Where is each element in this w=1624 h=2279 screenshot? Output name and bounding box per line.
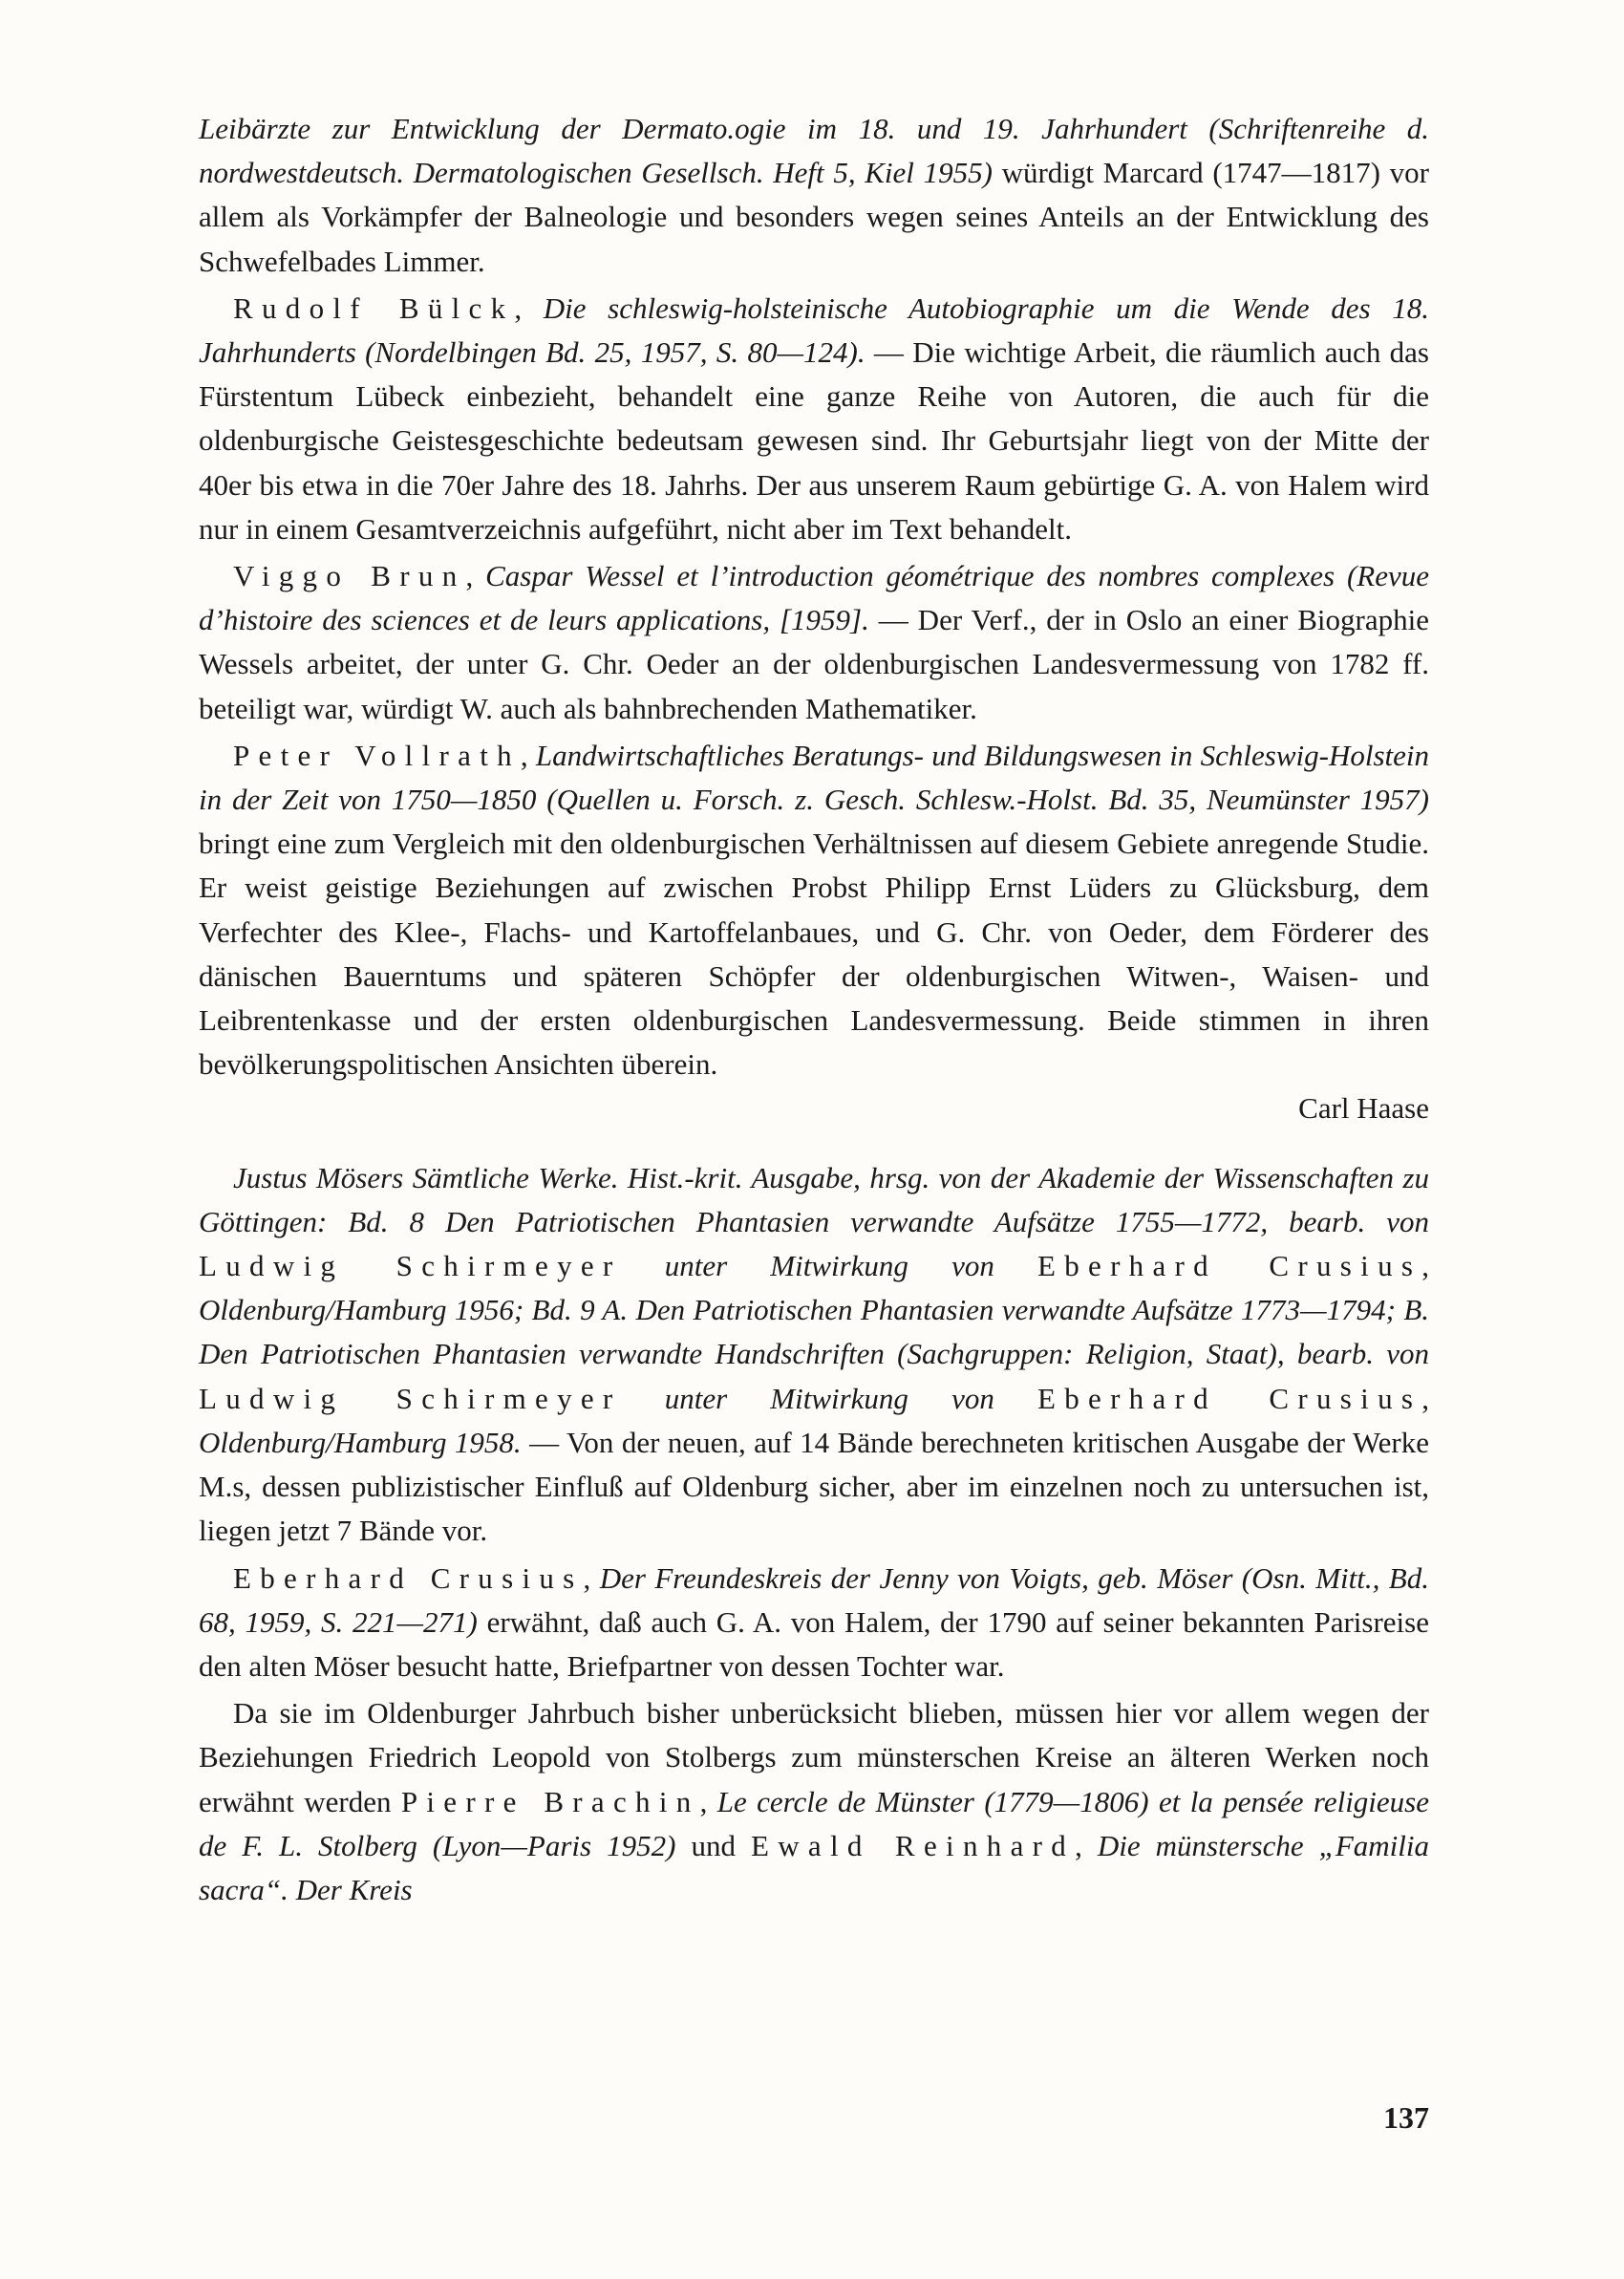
author-name: Ludwig Schirmeyer <box>199 1249 622 1283</box>
body-run <box>622 1249 665 1282</box>
body-run: , <box>699 1784 717 1818</box>
body-run: , <box>583 1560 600 1595</box>
italic-citation: unter Mitwirkung von <box>664 1381 994 1415</box>
italic-citation: Leibärzte zur Entwicklung der Dermato.ogie im 18. und 19. Jahrhundert (Schriftenreihe d. nordwestdeutsch. Dermatologischen Gesellsch. Heft 5, Kiel 1955) <box>199 112 1429 190</box>
body-run: erwähnt, daß auch G. A. von Halem, der 1790 auf seiner bekannten Parisreise den alten Möser besucht hatte, Briefpartner von dessen Tochter war. <box>199 1604 1429 1683</box>
body-run: Da sie im Oldenburger Jahrbuch bisher unberücksicht blieben, müssen hier vor allem wegen der Beziehungen Friedrich Leopold von Stolbergs zum münsterschen Kreise an älteren Werken noch erwähnt werden <box>199 1696 1429 1818</box>
body-run: , <box>1421 1381 1429 1415</box>
body-text <box>199 107 1429 1912</box>
author-signature: Carl Haase <box>1298 1091 1429 1126</box>
paragraph-brun <box>199 554 1429 731</box>
author-name: Eberhard Crusius <box>1036 1249 1422 1283</box>
author-name: Ewald Reinhard <box>751 1828 1076 1862</box>
italic-citation: Oldenburg/Hamburg 1956; Bd. 9 A. Den Patriotischen Phantasien verwandte Aufsätze 1773—1794; B. Den Patriotischen Phantasien verwandte Handschriften (Sachgruppen: Religion, Staat), bearb. von <box>199 1293 1429 1371</box>
body-run: — Von der neuen, auf 14 Bände berechneten kritischen Ausgabe der Werke M.s, dessen publizistischer Einfluß auf Oldenburg sicher, aber im einzelnen noch zu untersuchen ist, liegen jetzt 7 Bände vor. <box>199 1425 1429 1548</box>
italic-citation: Die schleswig-holsteinische Autobiographie um die Wende des 18. Jahrhunderts (Nordelbingen Bd. 25, 1957, S. 80—124). <box>199 290 1429 370</box>
body-run: — Die wichtige Arbeit, die räumlich auch das Fürstentum Lübeck einbezieht, behandelt eine ganze Reihe von Autoren, die auch für die oldenburgische Geistesgeschichte bedeutsam gewesen sind. Ihr Geburtsjahr liegt von der Mitte der 40er bis etwa in die 70er Jahre des 18. Jahrhs. Der aus unserem Raum gebürtige G. A. von Halem wird nur in einem Gesamtverzeichnis aufgeführt, nicht aber im Text behandelt. <box>199 335 1429 546</box>
body-run: , <box>465 559 486 593</box>
body-run: , <box>514 290 544 325</box>
author-name: Viggo Brun <box>233 559 466 593</box>
author-name: Pierre Brachin <box>400 1784 700 1818</box>
body-run: bringt eine zum Vergleich mit den oldenburgischen Verhältnissen auf diesem Gebiete anregende Studie. Er weist geistige Beziehungen auf zwischen Probst Philipp Ernst Lüders zu Glücksburg, dem Verfechter des Klee-, Flachs- und Kartoffelanbaues, und G. Chr. von Oeder, dem Förderer des dänischen Bauerntums und späteren Schöpfer der oldenburgischen Witwen-, Waisen- und Leibrentenkasse und der ersten oldenburgischen Landesvermessung. Beide stimmen in ihren bevölkerungspolitischen Ansichten überein. <box>199 827 1429 1082</box>
author-name: Peter Vollrath <box>233 738 521 772</box>
body-run: — Der Verf., der in Oslo an einer Biographie Wessels arbeitet, der unter G. Chr. Oeder an der oldenburgischen Landesvermessung von 1782 ff. beteiligt war, würdigt W. auch als bahnbrechenden Mathematiker. <box>199 603 1429 725</box>
body-run: würdigt Marcard (1747—1817) vor allem als Vorkämpfer der Balneologie und besonders wegen seines Anteils an der Entwicklung des Schwefelbades Limmer. <box>199 156 1429 278</box>
paragraph-vollrath <box>199 734 1429 1087</box>
italic-citation: unter Mitwirkung von <box>664 1249 994 1283</box>
paragraph-moeser <box>199 1156 1429 1554</box>
italic-citation: Landwirtschaftliches Beratungs- und Bildungswesen in Schleswig-Holstein in der Zeit von 1750—1850 (Quellen u. Forsch. z. Gesch. Schlesw.-Holst. Bd. 35, Neumünster 1957) <box>199 738 1429 817</box>
page-number: 137 <box>1383 2100 1429 2135</box>
author-name: Eberhard Crusius <box>1036 1381 1422 1415</box>
body-run: , <box>520 738 536 772</box>
author-name: Rudolf Bülck <box>233 290 515 325</box>
body-run: , <box>1421 1249 1429 1283</box>
paragraph-limmer <box>199 107 1429 284</box>
body-run <box>994 1249 1037 1282</box>
author-name: Ludwig Schirmeyer <box>199 1381 622 1415</box>
italic-citation: Caspar Wessel et l’introduction géométrique des nombres complexes (Revue d’histoire des sciences et de leurs applications, [1959]. <box>199 559 1429 637</box>
italic-citation: Oldenburg/Hamburg 1958. <box>199 1425 522 1459</box>
body-run <box>994 1382 1037 1415</box>
body-run <box>622 1382 665 1415</box>
body-run: und <box>675 1828 751 1862</box>
body-run: , <box>1075 1828 1098 1862</box>
italic-citation: Der Freundeskreis der Jenny von Voigts, geb. Möser (Osn. Mitt., Bd. 68, 1959, S. 221—271) <box>199 1560 1429 1639</box>
italic-citation: Die münstersche „Familia sacra“. Der Kreis <box>199 1828 1430 1906</box>
italic-citation: Le cercle de Münster (1779—1806) et la pensée religieuse de F. L. Stolberg (Lyon—Paris 1952) <box>199 1784 1430 1862</box>
paragraph-buelck <box>199 287 1429 551</box>
paragraph-stolberg <box>199 1691 1429 1912</box>
author-name: Eberhard Crusius <box>233 1560 584 1595</box>
italic-citation: Justus Mösers Sämtliche Werke. Hist.-krit. Ausgabe, hrsg. von der Akademie der Wissenschaften zu Göttingen: Bd. 8 Den Patriotischen Phantasien verwandte Aufsätze 1755—1772, bearb. von <box>199 1160 1429 1238</box>
paragraph-crusius <box>199 1557 1429 1689</box>
